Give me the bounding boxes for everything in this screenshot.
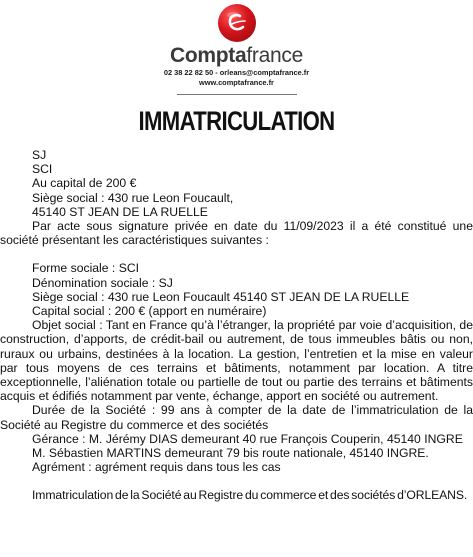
agrement: Agrément : agrément requis dans tous les cas: [32, 460, 281, 475]
registration-line: Immatriculation de la Société au Registre du commerce et des sociétés d’ORLEANS.: [32, 488, 468, 503]
brand-part-france: france: [246, 44, 303, 67]
capital-social: Capital social : 200 € (apport en numéraire): [32, 304, 267, 319]
company-address-line2: 45140 ST JEAN DE LA RUELLE: [32, 204, 208, 219]
forme-sociale: Forme sociale : SCI: [32, 261, 140, 276]
siege-social: Siège social : 430 rue Leon Foucault 45140 ST JEAN DE LA RUELLE: [32, 289, 410, 304]
denomination-sociale: Dénomination sociale : SJ: [32, 275, 173, 290]
duree-paragraph: [0, 403, 473, 431]
website: www.comptafrance.fr: [199, 78, 274, 87]
comptafrance-logo-icon: [218, 4, 256, 42]
gerance-line1: Gérance : M. Jérémy DIAS demeurant 40 rue François Couperin, 45140 INGRE: [32, 431, 463, 446]
notice-title: IMMATRICULATION: [138, 106, 335, 136]
notice-body: [0, 148, 473, 503]
objet-social-paragraph: [0, 318, 473, 403]
spacer: [0, 474, 473, 488]
gerance-line2: M. Sébastien MARTINS demeurant 79 bis route nationale, 45140 INGRE.: [32, 446, 429, 461]
intro-paragraph: [0, 219, 473, 247]
duree-text: Durée de la Société : 99 ans à compter de la date de l’immatriculation de la Société au Registre du commerce et des sociétés: [0, 403, 473, 432]
company-short-name: SJ: [32, 148, 47, 162]
brand-name: [0, 44, 473, 68]
header-divider: [177, 94, 297, 95]
company-address-line1: Siège social : 430 rue Leon Foucault,: [32, 190, 234, 205]
brand-part-compta: Compta: [170, 44, 247, 67]
intro-text: Par acte sous signature privée en date du 11/09/2023 il a été constitué une société présentant les caractéristiques suivantes :: [0, 219, 473, 248]
header: [0, 4, 473, 95]
company-capital: Au capital de 200 €: [32, 176, 137, 191]
spacer: [0, 247, 473, 261]
contact-info: 02 38 22 82 50 - orleans@comptafrance.fr: [163, 68, 310, 77]
objet-social-text: Objet social : Tant en France qu’à l’étranger, la propriété par voie d’acquisition, de construction, d’apports, de crédit-bail ou autrement, de tous immeubles bâtis ou non, ruraux ou urbains, destinées à la location. La gestion, l’entretien et la mise en valeur par tous moyens de ces terrains et bâtiments, notamment par location. A titre exceptionnelle, l’aliénation totale ou partielle de tout ou partie des terrains et bâtiments acquis et édifiés notamment par vente, échange, apport en société ou autrement.: [0, 318, 473, 404]
company-form: SCI: [32, 162, 53, 177]
